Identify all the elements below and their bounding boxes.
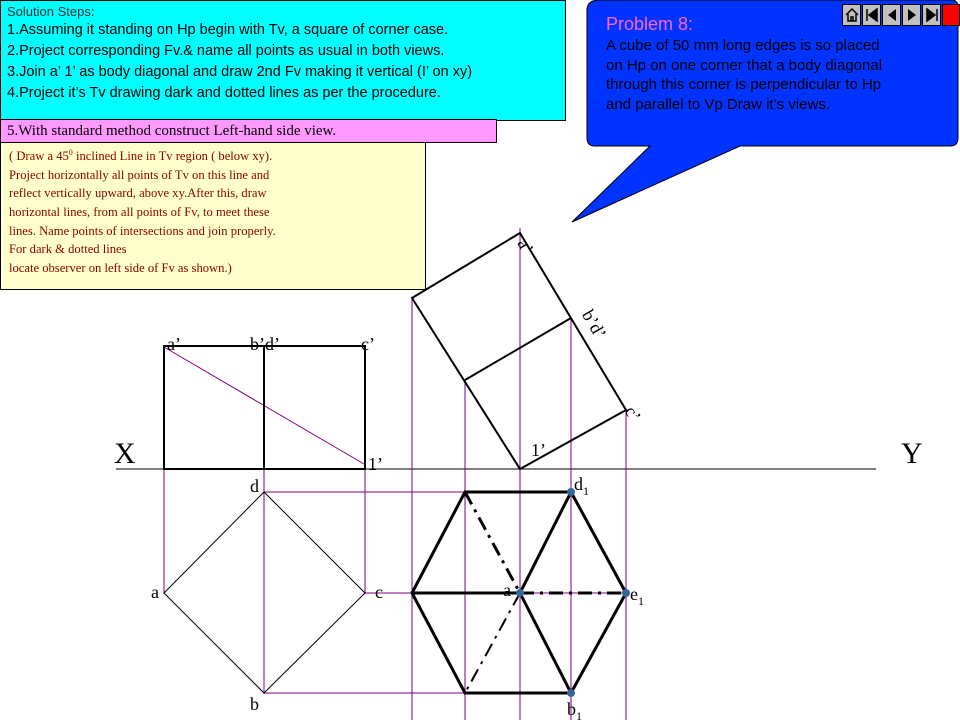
last-slide-button[interactable] — [922, 4, 941, 26]
home-button[interactable] — [842, 4, 861, 26]
label-a-prime: a’ — [167, 334, 181, 354]
step-2: 2.Project corresponding Fv.& name all points as usual in both views. — [7, 43, 445, 59]
label-e1: $e_1$ — [630, 584, 644, 608]
problem-statement — [606, 12, 956, 114]
note-line: lines. Name points of intersections and join properly. — [9, 223, 276, 238]
solution-steps-panel — [0, 0, 566, 121]
problem-title: Problem 8: — [606, 14, 694, 34]
label-a: a — [151, 582, 159, 602]
label-c: c — [375, 582, 383, 602]
label-a-prime-2: a’ — [513, 235, 538, 258]
label-c-prime: c’ — [361, 334, 375, 354]
step-5: 5.With standard method construct Left-hand side view. — [0, 119, 497, 143]
slide-navigation-bar — [842, 4, 960, 26]
label-d: d — [250, 476, 259, 496]
step-3: 3.Join a’ 1’ as body diagonal and draw 2nd Fv making it vertical (I’ on xy) — [7, 64, 473, 80]
label-a-second-tv: a — [503, 580, 511, 600]
first-slide-icon — [864, 7, 880, 23]
steps-title: Solution Steps: — [7, 4, 95, 19]
second-front-view — [412, 233, 626, 469]
note-line-1: ( Draw a $45^0$ inclined Line in Tv region ( below xy). — [9, 148, 273, 164]
label-bd-prime: b’d’ — [250, 334, 280, 354]
y-label: Y — [901, 437, 923, 470]
step-1: 1.Assuming it standing on Hp begin with Tv, a square of corner case. — [7, 22, 449, 38]
problem-line: A cube of 50 mm long edges is so placed — [606, 37, 880, 54]
step-4: 4.Project it’s Tv drawing dark and dotted lines as per the procedure. — [7, 85, 441, 101]
note-line: reflect vertically upward, above xy.After this, draw — [9, 186, 267, 201]
home-icon — [844, 7, 860, 23]
next-slide-icon — [904, 7, 920, 23]
problem-line: and parallel to Vp Draw it’s views. — [606, 95, 830, 113]
label-bd-prime-2: b’d’ — [578, 306, 611, 343]
note-line: horizontal lines, from all points of Fv, to meet these — [9, 204, 270, 219]
note-line: For dark & dotted lines — [9, 242, 127, 257]
note-line: Project horizontally all points of Tv on this line and — [9, 167, 270, 182]
projector-lines — [164, 228, 626, 720]
problem-line: through this corner is perpendicular to Hp — [606, 76, 882, 93]
label-c-prime-2: c’ — [620, 402, 646, 425]
note-line: locate observer on left side of Fv as shown.) — [9, 260, 232, 275]
last-slide-icon — [924, 7, 940, 23]
problem-line: on Hp on one corner that a body diagonal — [606, 56, 883, 74]
close-button[interactable] — [942, 4, 960, 26]
first-slide-button[interactable] — [862, 4, 881, 26]
next-slide-button[interactable] — [902, 4, 921, 26]
close-icon — [943, 7, 959, 23]
label-d1: $d_1$ — [574, 474, 589, 498]
x-label: X — [114, 437, 136, 470]
label-1-prime-2: 1’ — [531, 440, 546, 460]
construction-note-panel — [0, 142, 426, 290]
previous-slide-icon — [884, 7, 900, 23]
label-b: b — [250, 694, 259, 714]
label-1-prime: 1’ — [368, 454, 383, 474]
label-b1: $b_1$ — [567, 699, 582, 720]
previous-slide-button[interactable] — [882, 4, 901, 26]
